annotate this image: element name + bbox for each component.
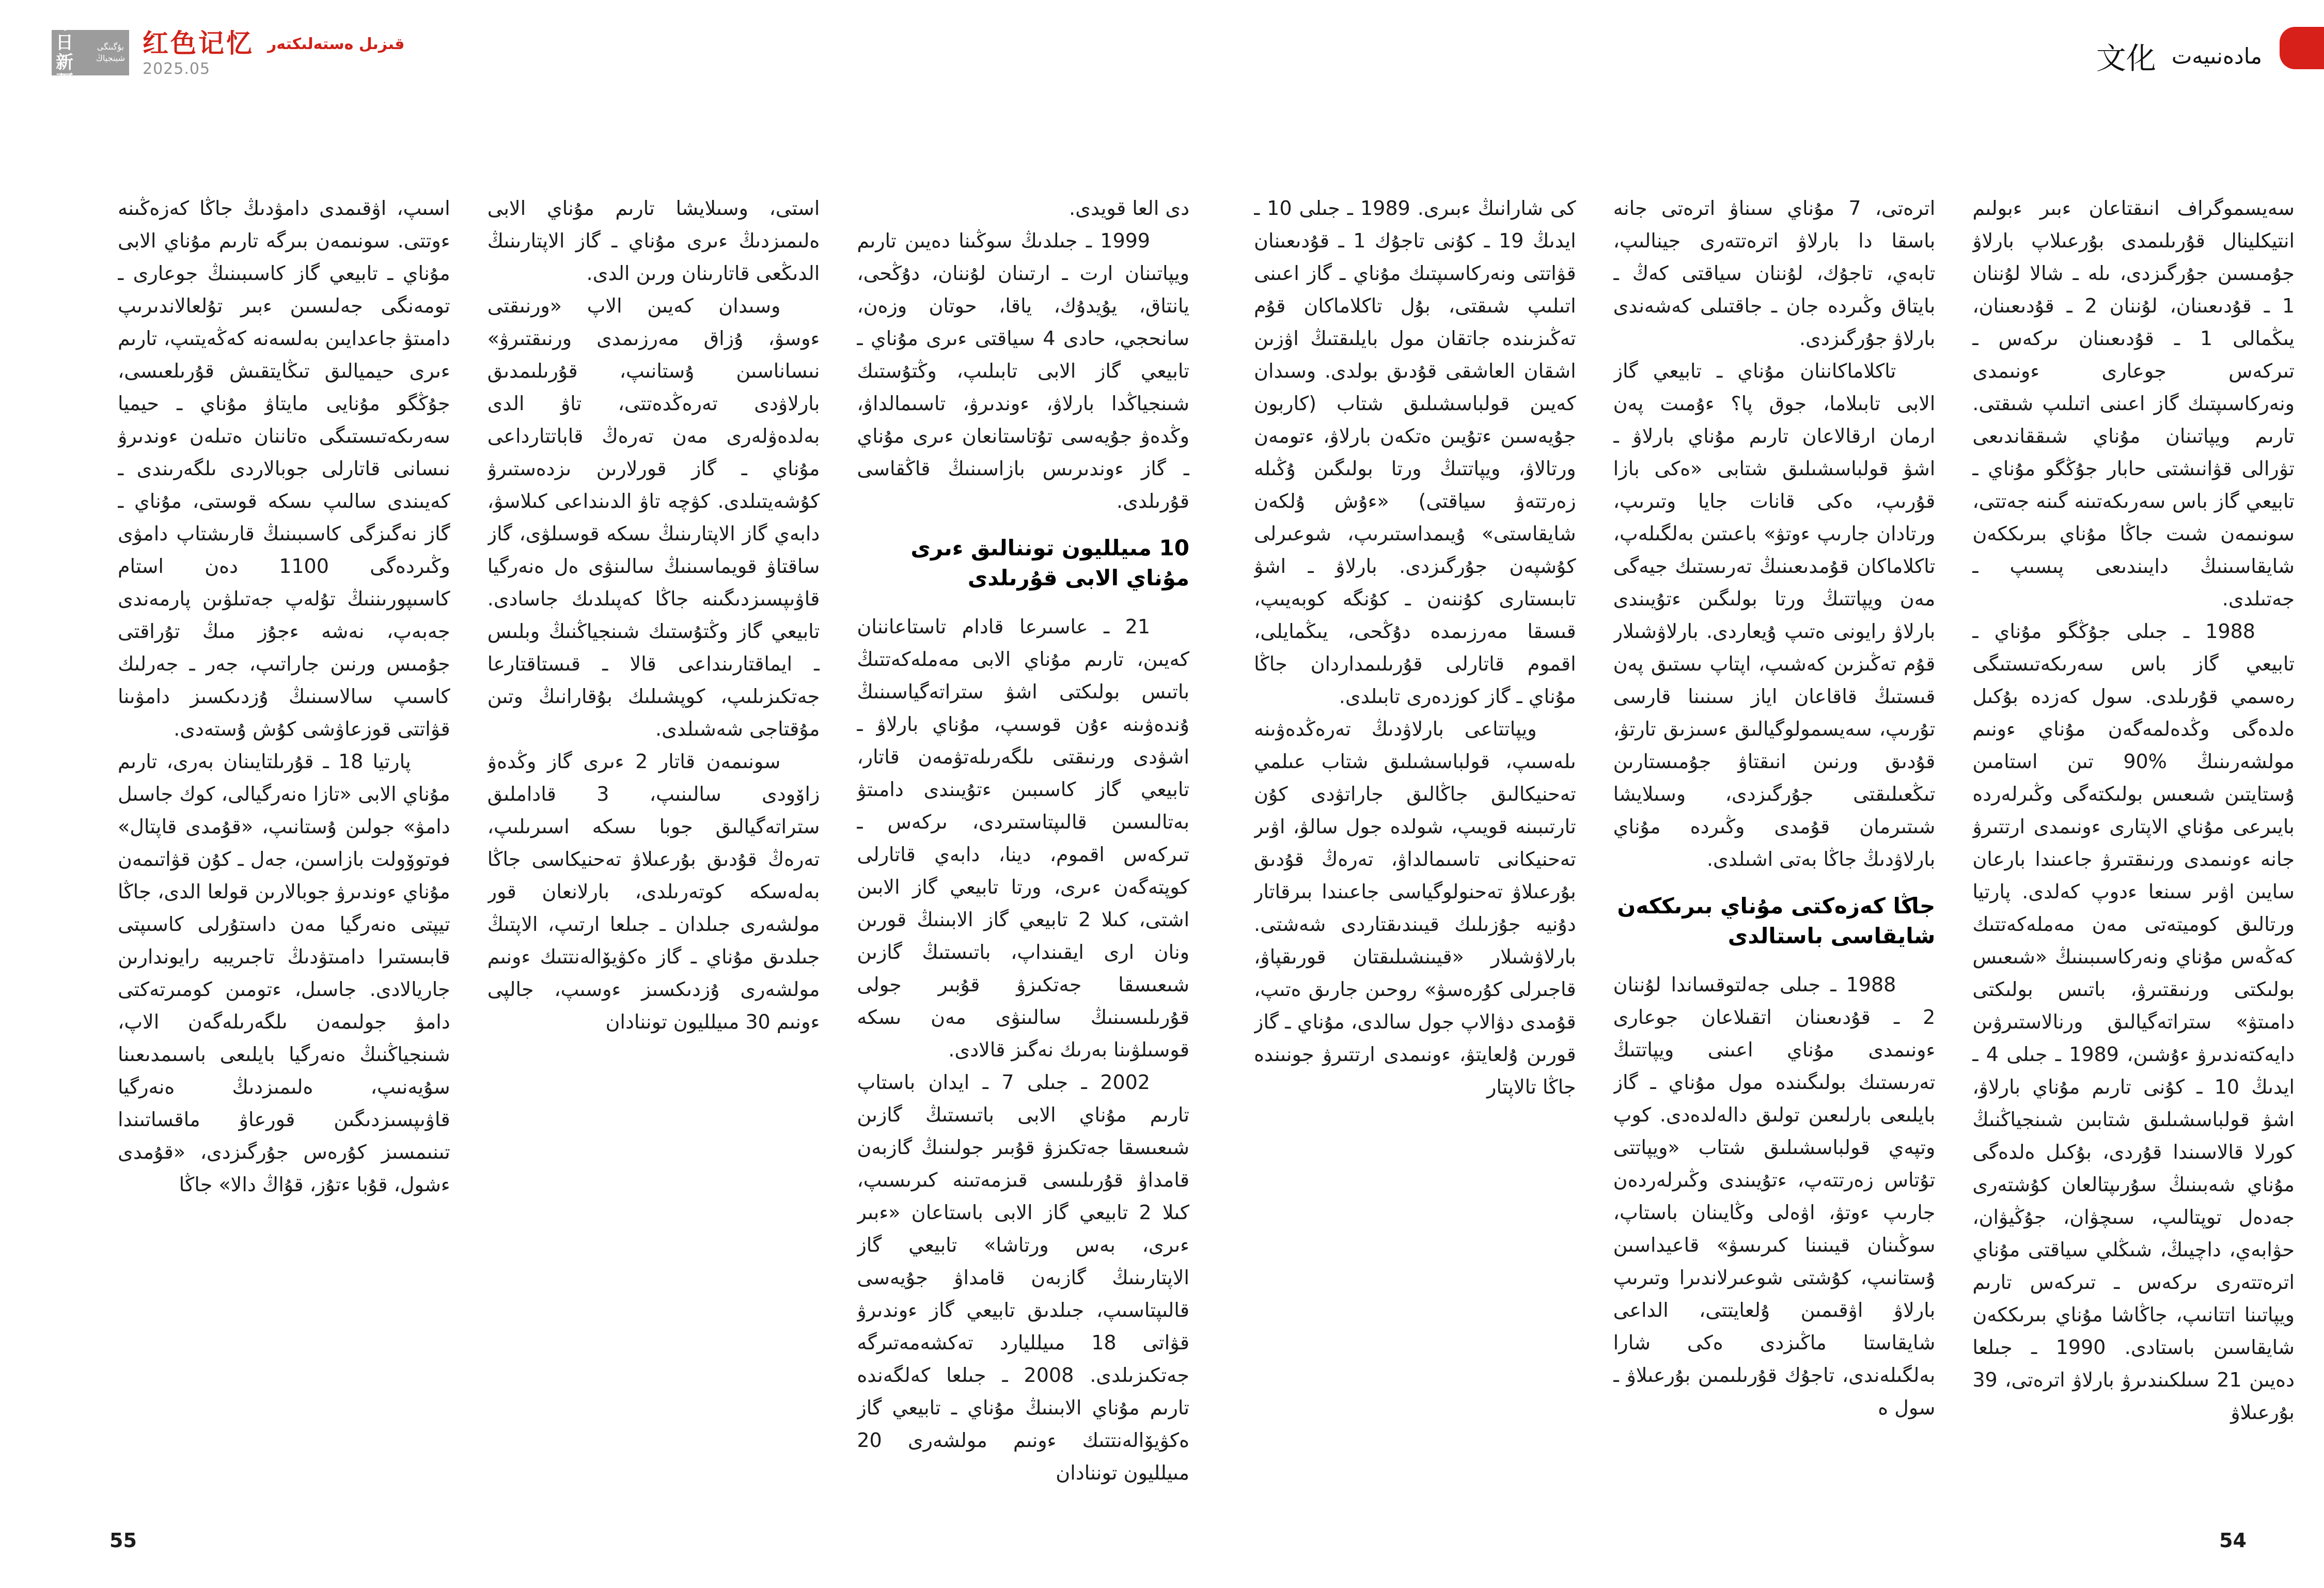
page-55-body (118, 192, 1189, 1499)
header-right (2096, 34, 2262, 77)
logo-cn-line2: 新疆 (56, 52, 74, 92)
issue-date: 2025.05 (143, 60, 211, 78)
body-paragraph: سەيسموگراف انىقتاعان ءبىر ءبولىم انتيكلينال قۇرىلىمدى بۇرعىلاپ بارلاۋ جۇمىسىن جۇرگىزدى، ىلە ـ شالا لۇننان 1 ـ قۇدىعىنان، لۇننان 2 ـ قۇدىعىنان، يىڭمالى 1 ـ قۇدىعىنان ىركەس ـ تىركەس جوعارى ءونىمدى ونەركاسىپتىك گاز اعىنى اتىلىپ شىقتى. تارىم ويپاتىنان مۇناي شىققاندىعى تۋرالى قۋانىشتى حابار جۇڭگو مۇناي ـ تابيعي گاز باس سەرىكەتىنە گىنە جەتتى، سونىمەن شىت جاڭا مۇناي بىرىككەن شايقاسىنىڭ دايىندىعى پىسىپ ـ جەتىلدى. (1972, 197, 2295, 610)
text-column-2 (1613, 192, 1936, 1499)
body-paragraph: تاكلاماكاننان مۇناي ـ تابيعي گاز الابى تابىلاما، جوق پا؟ ءۇمىت پەن ارمان ارقالاعان تارىم مۇناي بارلاۋ ـ اشۋ قولباسشىلىق شتابى «ەكى بازا قۇرىپ، ەكى قانات جايا وتىرىپ، ورتادان جارىپ ءوتۋ» باعىتىن بەلگىلەپ، تاكلاماكان قۇمدىعىنىڭ تەرىستىك جيەگى مەن ويپاتتىڭ ورتا بولىگىن ءتۇيىندى بارلاۋ رايونى ەتىپ ۇيعاردى. بارلاۋشىلار قۇم تەڭىزىن كەشىپ، اپتاپ ىستىق پەن قىستىڭ قاقاعان اياز سىنىنا قارسى تۇرىپ، سەيسمولوگيالىق ءسىزىق تارتۋ، قۇدىق ورنىن انىقتاۋ جۇمىستارىن تىڭعىلىقتى جۇرگىزدى، وسىلايشا شىتىرمان قۇمدى وڭىردە مۇناي بارلاۋدىڭ جاڭا بەتى اشىلدى. (1613, 360, 1936, 870)
rubric-block (143, 30, 254, 78)
red-corner-tab (2280, 27, 2324, 69)
header-left (52, 13, 405, 92)
text-column-1 (1972, 192, 2295, 1499)
text-column-3 (1254, 192, 1576, 1499)
magazine-logo (52, 13, 129, 92)
section-title-kazakh: مادەنىيەت (2171, 43, 2262, 69)
body-paragraph: دى العا قويدى. (1069, 197, 1189, 220)
logo-kazakh-text (96, 41, 125, 64)
body-paragraph: 1999 ـ جىلدىڭ سوڭىنا دەيىن تارىم ويپاتىنان ارت ـ ارتىنان لۇننان، دۇڭحى، يانتاق، يۇيدۇك، ياقا، حوتان وزەن، سانحجي، حادى 4 سياقتى ءىرى مۇناي ـ تابيعي گاز الابى تابىلىپ، وڭتۇستىك شىنجياڭدا بارلاۋ، ءوندىرۋ، تاسىمالداۋ، وڭدەۋ جۇيەسى تۇتاستانعان ءىرى مۇناي ـ گاز ءوندىرىس بازاسىنىڭ قاڭقاسى قۇرىلدى. (857, 229, 1189, 512)
page-55 (118, 192, 1189, 1499)
text-column-1 (857, 192, 1189, 1499)
body-paragraph: ويپاتتاعى بارلاۋدىڭ تەرەڭدەۋىنە ىلەسىپ، قولباسشىلىق شتاب عىلمي تەحنيكالىق جاڭالىق جاراتۋدى كۇن تارتىبىنە قويىپ، شولدە جول سالۋ، اۋىر تەحنيكانى تاسىمالداۋ، تەرەڭ قۇدىق بۇرعىلاۋ تەحنولوگياسى جاعىندا بىرقاتار دۇنيە جۇزىلىك قيىندىقتاردى شەشتى. بارلاۋشىلار «قيىنشىلىقتان قورىقپاۋ، قاجىرلى كۇرەسۋ» روحىن جارىق ەتىپ، قۇمدى دۋالاپ جول سالدى، مۇناي ـ گاز قورىن ۇلعايتۋ، ءونىمدى ارتتىرۋ جونىندە جاڭا تالاپتار (1254, 718, 1576, 1098)
section-title-chinese: 文化 (2096, 41, 2156, 76)
text-column-2 (488, 192, 820, 1499)
body-paragraph: اسىپ، اۋقىمدى دامۋدىڭ جاڭا كەزەڭىنە ءوتتى. سونىمەن بىرگە تارىم مۇناي الابى مۇناي ـ تابيعي گاز كاسىبىنىڭ جوعارى ـ تومەنگى جەلىسىن ءبىر تۇلعالاندىرىپ دامىتۋ جاعدايىن بەلسەنە كەڭەيتىپ، تارىم ءىرى حيميالىق تىڭايتقىش قۇرىلعىسى، جۇڭگو مۇنايى مايتاۋ مۇناي ـ حيميا سەرىكەتىستىگى ەتاننان ەتىلەن ءوندىرۋ نىسانى قاتارلى جوبالاردى ىلگەرىندى ـ كەيىندى سالىپ ىسكە قوستى، مۇناي ـ گاز نەگىزگى كاسىبىنىڭ قارىشتاپ دامۋى وڭىردەگى 1100 دەن استام كاسىپورىننىڭ تۇلەپ جەتىلۋىن پارمەندى جەبەپ، نەشە ءجۇز مىڭ تۇراقتى جۇمىس ورنىن جاراتىپ، جەر ـ جەرلىك كاسىپ سالاسىنىڭ ۇزدىكسىز دامۋىنا قۋاتتى قوزعاۋشى كۇش ۇستەدى. (118, 197, 450, 740)
page-number-right: 54 (2219, 1529, 2247, 1552)
body-paragraph: 1988 ـ جىلى جۇڭگو مۇناي ـ تابيعي گاز باس سەرىكەتىستىگى رەسمي قۇرىلدى. سول كەزدە بۇكىل ەلدەگى وڭدەلمەگەن مۇناي ءونىم مولشەرىنىڭ %90 تىن استامىن ۇستايتىن شىعىس بولىكتەگى وڭىرلەردە بايىرعى مۇناي الاپتارى ءونىمدى ارتتىرۋ جانە ءونىمدى ورنىقتىرۋ جاعىندا بارعان سايىن اۋىر سىنعا ءدوپ كەلدى. پارتيا ورتالىق كوميتەتى مەن مەملەكەتتىك كەڭەس مۇناي ونەركاسىبىنىڭ «شىعىس بولىكتى ورنىقتىرۋ، باتىس بولىكتى دامىتۋ» ستراتەگيالىق ورنالاستىرۋىن دايەكتەندىرۋ ءۇشىن، 1989 ـ جىلى 4 ـ ايدىڭ 10 ـ كۇنى تارىم مۇناي بارلاۋ، اشۋ قولباسشىلىق شتابىن شىنجياڭنىڭ كورلا قالاسىندا قۇردى، بۇكىل ەلدەگى مۇناي شەبىنىڭ سۇرىپتالعان كۇشتەرى جەدەل توپتالىپ، سىچۋان، جۇڭيۋان، حۋابەي، داچيىڭ، شىڭلي سياقتى مۇناي اترەتتەرى ىركەس ـ تىركەس تارىم ويپاتىنا اتتانىپ، جاڭاشا مۇناي بىرىككەن شايقاسىن باستادى. 1990 ـ جىلعا دەيىن 21 سىلكىندىرۋ بارلاۋ اترەتى، 39 بۇرعىلاۋ (1972, 620, 2295, 1424)
article-heading: جاڭا كەزەكتى مۇناي بىرىككەن شايقاسى باستالدى (1617, 893, 1936, 948)
logo-kz-line2: شينجياڭ (96, 53, 125, 63)
rubric-title-chinese: 红色记忆 (143, 28, 254, 58)
body-paragraph: 21 ـ عاسىرعا قادام تاستاعاننان كەيىن، تارىم مۇناي الابى مەملەكەتتىڭ باتىس بولىكتى اشۋ ستراتەگياسىنىڭ ۇندەۋىنە ءۇن قوسىپ، مۇناي بارلاۋ ـ اشۋدى ورنىقتى ىلگەرىلەتۋمەن قاتار، تابيعي گاز كاسىبىن ءتۇيىندى دامىتۋ بەتالىسىن قالىپتاستىردى، ىركەس ـ تىركەس اقموم، دينا، دابەي قاتارلى كوپتەگەن ءىرى، ورتا تابيعي گاز الابىن اشتى، كىلا 2 تابيعي گاز الابىنىڭ قورىن ونان ارى ايقىنداپ، باتىستىڭ گازىن شىعىسقا جەتكىزۋ قۇبىر جولى قۇرىلىسىنىڭ سالىنۋى مەن ىسكە قوسىلۋىنا بەرىك نەگىز قالادى. (857, 615, 1189, 1061)
body-paragraph: كى شارانىڭ ءبىرى. 1989 ـ جىلى 10 ـ ايدىڭ 19 ـ كۇنى تاجۇك 1 ـ قۇدىعىنان قۋاتتى ونەركاسىپتىك مۇناي ـ گاز اعىنى اتىلىپ شىقتى، بۇل تاكلاماكان قۇم تەڭىزىندە جاتقان مول بايلىقتىڭ اۋزىن اشقان العاشقى قۇدىق بولدى. وسىدان كەيىن قولباسشىلىق شتاب (كاربون جۇيەسىن ءتۇيىن ەتكەن بارلاۋ، ءتومەن ورتالاۋ، ويپاتتىڭ ورتا بولىگىن ۇڭىلە زەرتتەۋ سياقتى) «ءۇش ۇلكەن شايقاستى» ۇيىمداستىرىپ، شوعىرلى كۇشپەن جۇرگىزدى. بارلاۋ ـ اشۋ تابىستارى كۇننەن ـ كۇنگە كوبەيىپ، قىسقا مەرزىمدە دۇڭحى، يىڭمايلى، اقموم قاتارلى قۇرىلىمداردان جاڭا مۇناي ـ گاز كوزدەرى تابىلدى. (1254, 197, 1576, 708)
body-paragraph: 2002 ـ جىلى 7 ـ ايدان باستاپ تارىم مۇناي الابى باتىستىڭ گازىن شىعىسقا جەتكىزۋ قۇبىر جولىنىڭ گازبەن قامداۋ قۇرىلىسى قىزمەتىنە كىرىسىپ، كىلا 2 تابيعي گاز الابى باستاعان «ءبىر ءىرى، بەس ورتاشا» تابيعي گاز الاپتارىنىڭ گازبەن قامداۋ جۇيەسى قالىپتاسىپ، جىلدىق تابيعي گاز ءوندىرۋ قۋاتى 18 مىيلليارد تەكشەمەتىرگە جەتكىزىلدى. 2008 ـ جىلعا كەلگەندە تارىم مۇناي الابىنىڭ مۇناي ـ تابيعي گاز ەكۋيۆالەنتتىك ءونىم مولشەرى 20 مىيلليون توننادان (857, 1071, 1189, 1484)
body-paragraph: سونىمەن قاتار 2 ءىرى گاز وڭدەۋ زاۆودى سالىنىپ، 3 قاداملىق ستراتەگيالىق جوبا ىسكە اسىرىلىپ، تەرەڭ قۇدىق بۇرعىلاۋ تەحنيكاسى جاڭا بەلەسكە كوتەرىلدى، بارلانعان قور مولشەرى جىلدان ـ جىلعا ارتىپ، الاپتىڭ جىلدىق مۇناي ـ گاز ەكۋيۆالەنتتىك ءونىم مولشەرى ۇزدىكسىز ءوسىپ، جالپى ءونىم 30 مىيلليون توننادان (487, 750, 820, 1033)
page-54-body (1254, 192, 2295, 1499)
logo-cn-line1: 今日 (56, 13, 74, 53)
body-paragraph: وسىدان كەيىن الاپ «ورنىقتى ءوسۋ، ۇزاق مەرزىمدى ورنىقتىرۋ» نىساناسىن ۇستانىپ، قۇرىلىمدىق بارلاۋدى تەرەڭدەتتى، تاۋ الدى بەلدەۋلەرى مەن تەرەڭ قاباتتارداعى مۇناي ـ گاز قورلارىن ىزدەستىرۋ كۇشەيتىلدى. كۋچە تاۋ الدىنداعى كىلاسۋ، دابەي گاز الاپتارىنىڭ ىسكە قوسىلۋى، گاز ساقتاۋ قويماسىنىڭ سالىنۋى ەل ەنەرگيا قاۋىپسىزدىگىنە جاڭا كەپىلدىك جاسادى. تابيعي گاز وڭتۇستىك شىنجياڭنىڭ وبلىس ـ ايماقتارىنداعى قالا ـ قىستاقتارعا جەتكىزىلىپ، كوپشىلىك بۇقارانىڭ وتىن مۇقتاجى شەشىلدى. (487, 294, 820, 740)
body-paragraph: اترەتى، 7 مۇناي سىناۋ اترەتى جانە باسقا دا بارلاۋ اترەتتەرى جينالىپ، تابەي، تاجۇك، لۇننان سياقتى كەڭ ـ بايتاق وڭىردە جان ـ جاقتىلى كەشەندى بارلاۋ جۇرگىزدى. (1613, 197, 1936, 350)
page-number-left: 55 (109, 1529, 137, 1552)
body-paragraph: استى، وسىلايشا تارىم مۇناي الابى ەلىمىزدىڭ ءىرى مۇناي ـ گاز الاپتارىنىڭ الدىڭعى قاتارىنان ورىن الدى. (487, 197, 820, 285)
page-54 (1254, 192, 2295, 1499)
body-paragraph: پارتيا 18 ـ قۇرىلتايىنان بەرى، تارىم مۇناي الابى «تازا ەنەرگيالى، كوك جاسىل دامۋ» جولىن ۇستانىپ، «قۇمدى قاپتال» فوتوۆولت بازاسىن، جەل ـ كۇن قۋاتىمەن مۇناي ءوندىرۋ جوبالارىن قولعا الدى، جاڭا تيپتى ەنەرگيا مەن داستۇرلى كاسىپتى قابىستىرا دامىتۋدىڭ تاجىريبە رايوندارىن جاريالادى. جاسىل، ءتومىن كومىرتەكتى دامۋ جولىمەن ىلگەرىلەگەن الاپ، شىنجياڭنىڭ ەنەرگيا بايلىعى باسىمدىعىنا سۇيەنىپ، ەلىمىزدىڭ ەنەرگيا قاۋىپسىزدىگىن قورعاۋ ماقساتىندا تىنىمسىز كۇرەس جۇرگىزدى، «قۇمدى ءشول، قۇبا ءتۇز، قۇاڭ دالا» جاڭا (118, 750, 450, 1196)
text-column-3 (118, 192, 450, 1499)
logo-kz-line1: بۇگىنگى (97, 42, 124, 52)
rubric-title-kazakh: قىزىل ەستەلىكتەر (268, 35, 405, 53)
article-heading: 10 مىيلليون توننالىق ءىرى مۇناي الابى قۇرىلدى (910, 535, 1189, 590)
body-paragraph: 1988 ـ جىلى جەلتوقساندا لۇننان 2 ـ قۇدىعىنان اتقىلاعان جوعارى ءونىمدى مۇناي اعىنى ويپاتتىڭ تەرىستىك بولىگىندە مول مۇناي ـ گاز بايلىعى بارلىعىن تولىق دالەلدەدى. كوپ وتپەي قولباسشىلىق شتاب «ويپاتتى تۇتاس زەرتتەپ، ءتۇيىندى وڭىرلەردەن جارىپ ءوتۋ، اۋەلى وڭايىنان باستاپ، سوڭىنان قيىنىنا كىرىسۋ» قاعيداسىن ۇستانىپ، كۇشتى شوعىرلاندىرا وتىرىپ بارلاۋ اۋقىمىن ۇلعايتتى، الداعى شايقاستا ماڭىزدى ەكى شارا بەلگىلەندى، تاجۇك قۇرىلىمىن بۇرعىلاۋ ـ سول ە (1613, 973, 1936, 1419)
logo-chinese-text (56, 13, 91, 92)
